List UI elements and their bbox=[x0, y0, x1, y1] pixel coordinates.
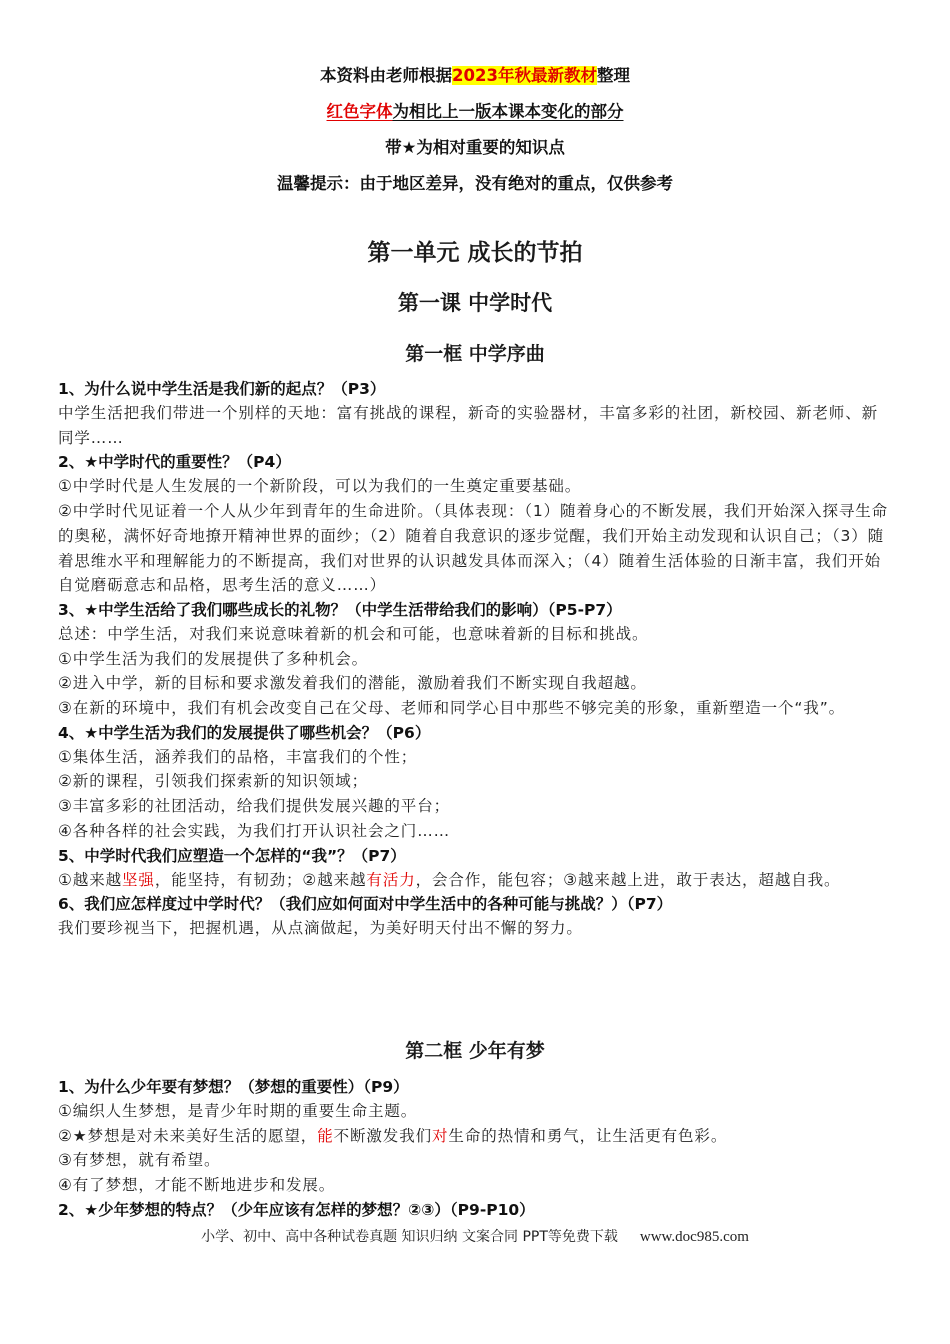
changed-text: 能 bbox=[317, 1126, 334, 1145]
answer-text: ①中学生活为我们的发展提供了多种机会。 bbox=[58, 649, 368, 668]
answer-text: ②进入中学，新的目标和要求激发着我们的潜能，激励着我们不断实现自我超越。 bbox=[58, 674, 647, 693]
frame2-content bbox=[58, 1075, 894, 1222]
answer-text: ④有了梦想，才能不断地进步和发展。 bbox=[58, 1176, 336, 1195]
answer-text: ②新的课程，引领我们探索新的知识领域； bbox=[58, 772, 368, 791]
question-heading: 3、★中学生活给了我们哪些成长的礼物？（中学生活带给我们的影响）（P5-P7） bbox=[58, 600, 622, 619]
question-heading: 1、为什么少年要有梦想？（梦想的重要性）（P9） bbox=[58, 1078, 409, 1096]
red-text-note: 红色字体为相比上一版本课本变化的部分 bbox=[326, 102, 624, 121]
answer-text: ②★梦想是对未来美好生活的愿望，能不断激发我们对生命的热情和勇气，让生活更有色彩。 bbox=[58, 1126, 728, 1145]
changed-text: 有活力 bbox=[366, 870, 416, 889]
answer-text: 总述：中学生活，对我们来说意味着新的机会和可能，也意味着新的目标和挑战。 bbox=[58, 624, 649, 643]
question-heading: 6、我们应怎样度过中学时代？（我们应如何面对中学生活中的各种可能与挑战？）（P7） bbox=[58, 895, 673, 914]
footer bbox=[0, 1226, 950, 1246]
answer-text: ③有梦想，就有希望。 bbox=[58, 1151, 221, 1170]
frame2-title: 第二框 少年有梦 bbox=[405, 1040, 545, 1062]
answer-text: ①中学时代是人生发展的一个新阶段，可以为我们的一生奠定重要基础。 bbox=[58, 477, 582, 496]
frame1-title: 第一框 中学序曲 bbox=[405, 343, 545, 365]
changed-text: 对 bbox=[432, 1126, 449, 1145]
star-note: 带★为相对重要的知识点 bbox=[385, 138, 565, 157]
header-notes bbox=[0, 58, 950, 202]
answer-text: ③在新的环境中，我们有机会改变自己在父母、老师和同学心目中那些不够完美的形象，重新塑造一个“我”。 bbox=[58, 699, 846, 718]
answer-text: 中学生活把我们带进一个别样的天地：富有挑战的课程，新奇的实验器材，丰富多彩的社团，新校园、新老师、新同学…… bbox=[58, 404, 879, 447]
answer-text: 我们要珍视当下，把握机遇，从点滴做起，为美好明天付出不懈的努力。 bbox=[58, 919, 583, 938]
answer-text: ①越来越坚强，能坚持，有韧劲；②越来越有活力，会合作，能包容；③越来越上进，敢于表达，超越自我。 bbox=[58, 870, 841, 889]
answer-text: ③丰富多彩的社团活动，给我们提供发展兴趣的平台； bbox=[58, 797, 450, 816]
question-heading: 2、★中学时代的重要性？（P4） bbox=[58, 453, 291, 472]
answer-text: ①集体生活，涵养我们的品格，丰富我们的个性； bbox=[58, 747, 418, 766]
edition-highlight: 2023年秋最新教材 bbox=[452, 66, 597, 85]
changed-text: 坚强 bbox=[122, 870, 155, 889]
frame1-content bbox=[58, 377, 894, 941]
question-heading: 5、中学时代我们应塑造一个怎样的“我”？（P7） bbox=[58, 846, 406, 865]
question-heading: 4、★中学生活为我们的发展提供了哪些机会？（P6） bbox=[58, 723, 431, 742]
unit-title: 第一单元 成长的节拍 bbox=[367, 240, 583, 266]
answer-text: ①编织人生梦想，是青少年时期的重要生命主题。 bbox=[58, 1102, 418, 1120]
question-heading: 1、为什么说中学生活是我们新的起点？（P3） bbox=[58, 380, 386, 398]
answer-text: ②中学时代见证着一个人从少年到青年的生命进阶。（具体表现：（1）随着身心的不断发展，我们开始深入探寻生命的奥秘，满怀好奇地撩开精神世界的面纱；（2）随着自我意识的逐步觉醒，我们开始主动发现和认识自己；（3）随着思维水平和理解能力的不断提高，我们对世界的认识越发具体而深入；（4）随着生活体验的日渐丰富，我们开始自觉磨砺意志和品格，思考生活的意义……） bbox=[58, 502, 889, 595]
reminder-note: 温馨提示：由于地区差异，没有绝对的重点，仅供参考 bbox=[277, 174, 673, 193]
footer-url[interactable]: www.doc985.com bbox=[639, 1229, 749, 1245]
footer-text: 小学、初中、高中各种试卷真题 知识归纳 文案合同 PPT等免费下载 bbox=[201, 1229, 618, 1245]
lesson-title: 第一课 中学时代 bbox=[397, 291, 553, 315]
answer-text: ④各种各样的社会实践，为我们打开认识社会之门…… bbox=[58, 821, 450, 840]
source-note: 本资料由老师根据2023年秋最新教材整理 bbox=[320, 66, 630, 85]
question-heading: 2、★少年梦想的特点？（少年应该有怎样的梦想？②③）（P9-P10） bbox=[58, 1200, 535, 1219]
